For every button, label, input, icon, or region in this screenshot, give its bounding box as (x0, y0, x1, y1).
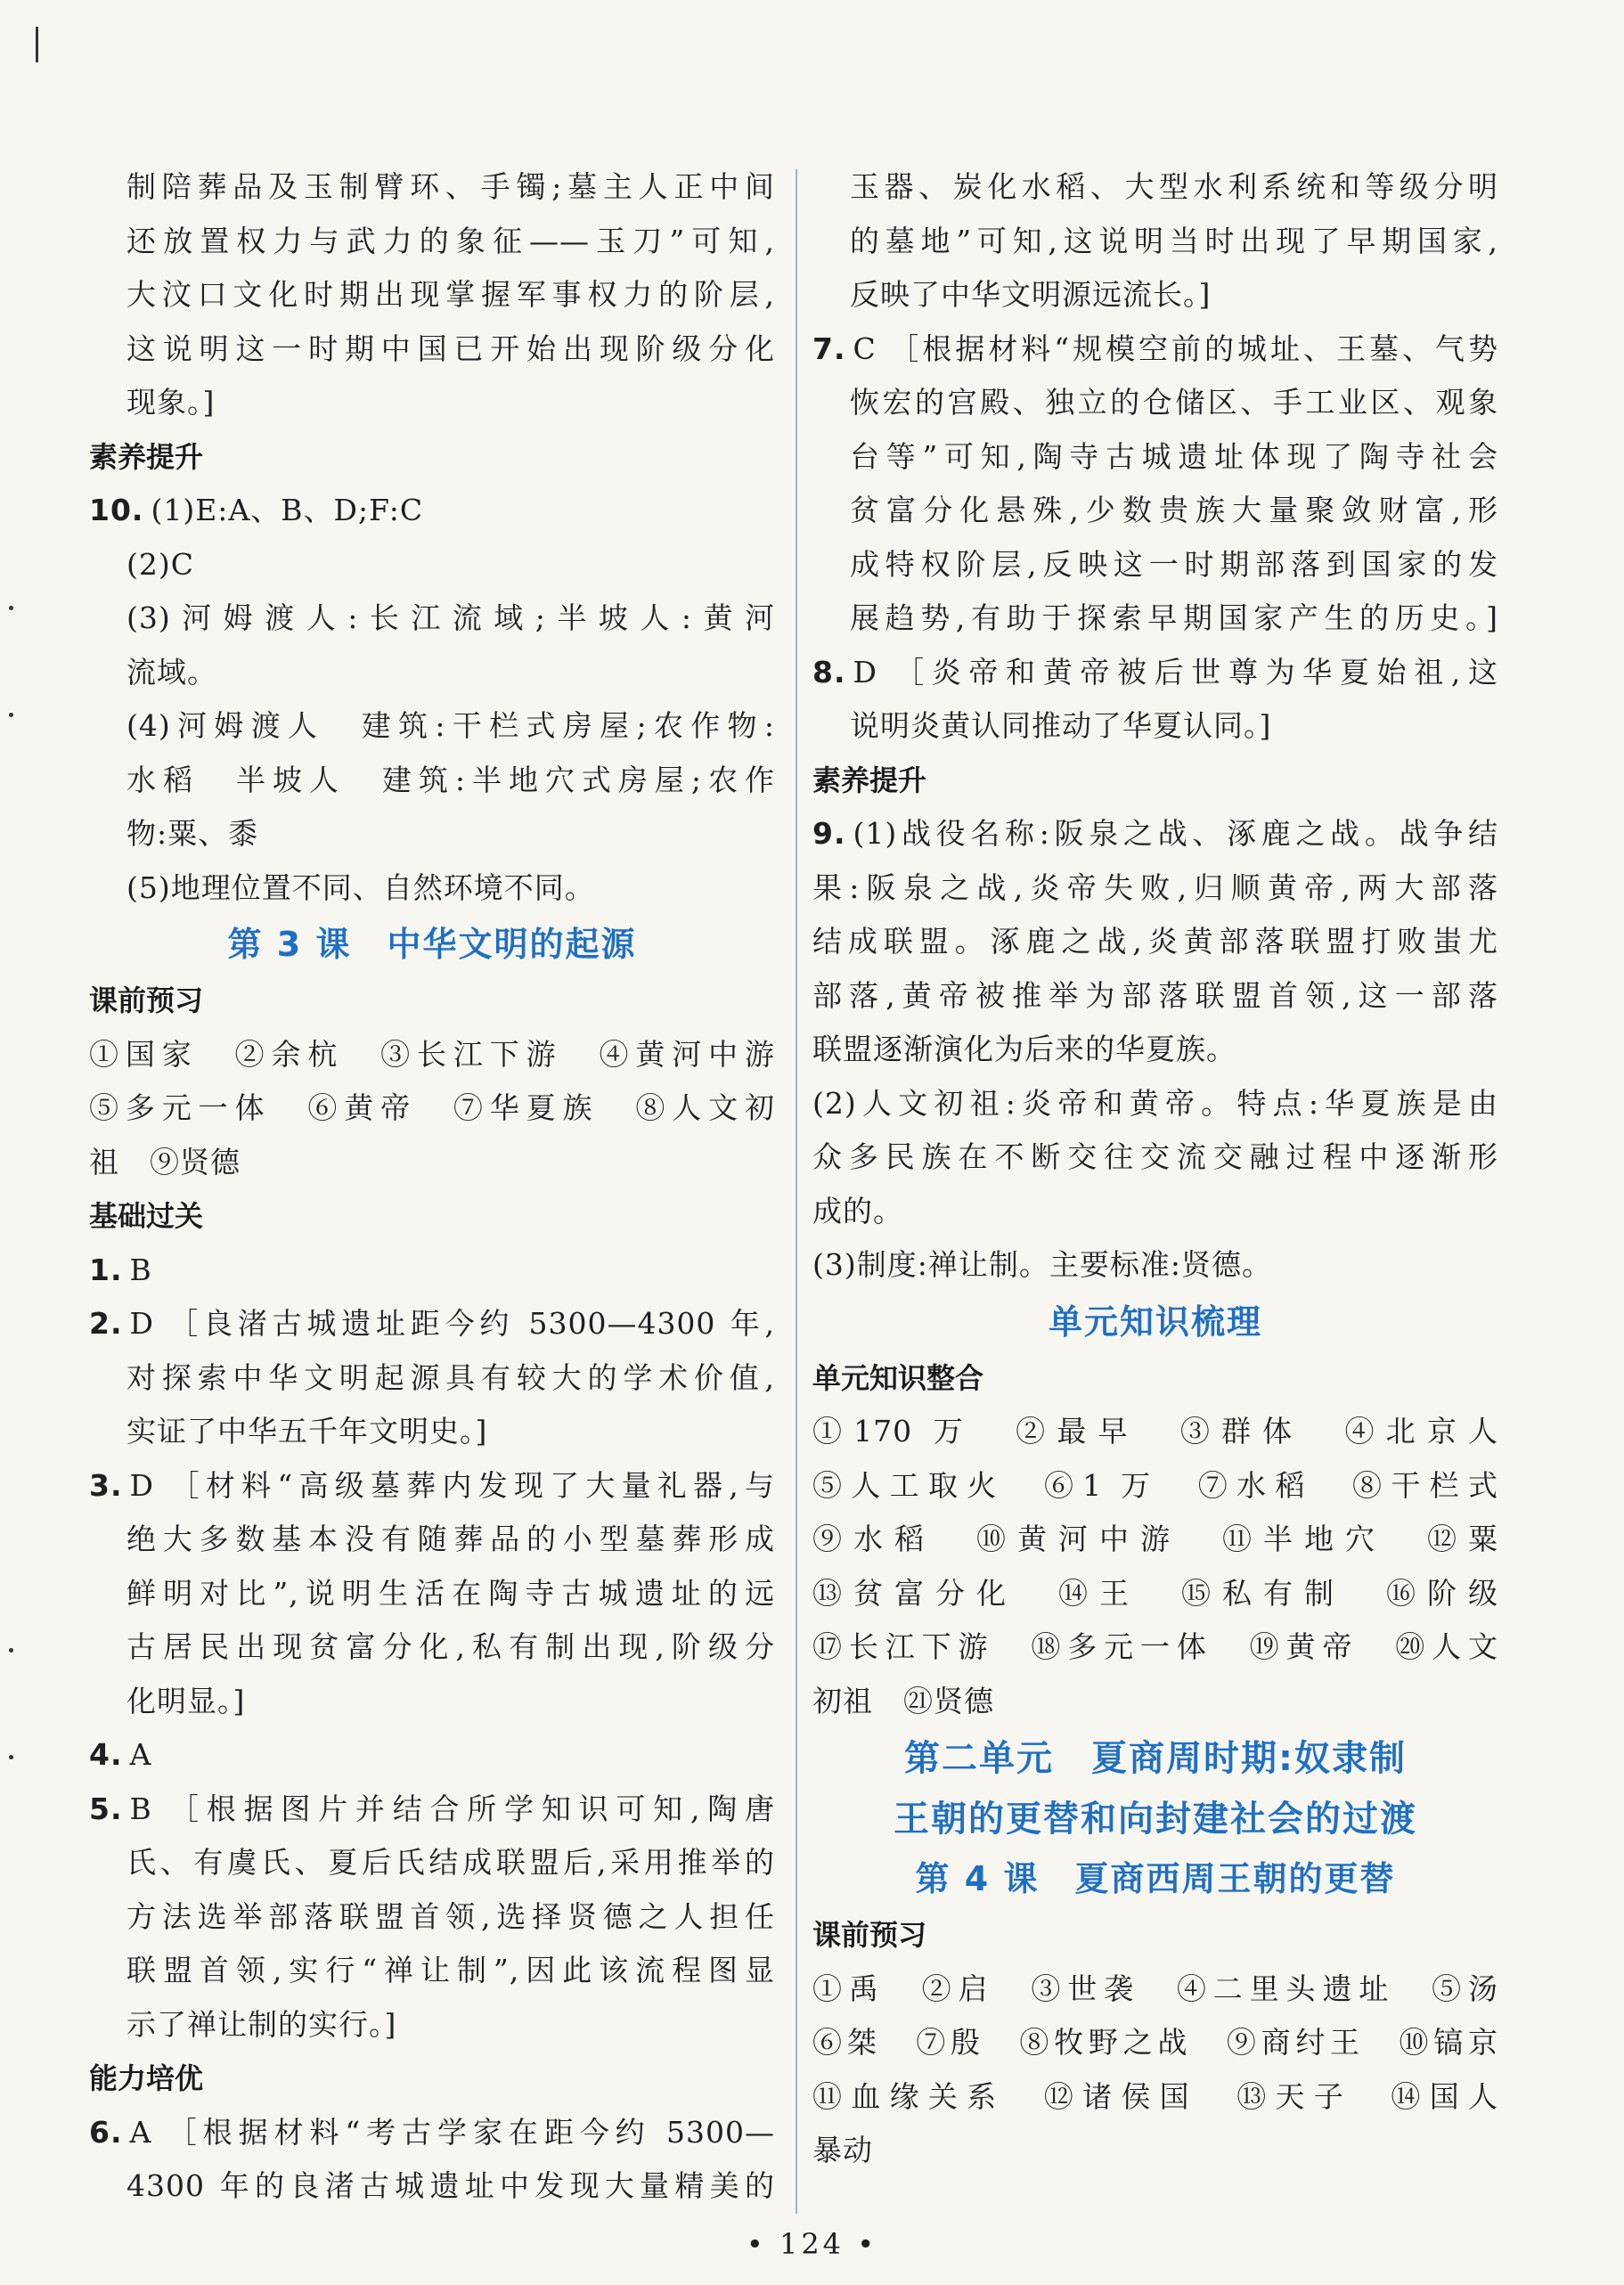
text-line: 这说明这一时期中国已开始出现阶级分化 (126, 331, 775, 366)
answer-text: C ［根据材料“规模空前的城址、王墓、气势 (853, 331, 1498, 366)
answer-text: (1)战役名称:阪泉之战、涿鹿之战。战争结 (853, 816, 1498, 851)
text-line: 贫富分化悬殊,少数贵族大量聚敛财富,形 (850, 493, 1498, 527)
column-divider (796, 169, 797, 2214)
text-line: (3)制度:禅让制。主要标准:贤德。 (812, 1247, 1272, 1282)
question-number: 10. (89, 493, 144, 527)
section-label: 能力培优 (89, 2061, 204, 2095)
answer-6 (89, 2106, 775, 2160)
text-line: ⑪血缘关系 ⑫诸侯国 ⑬天子 ⑭国人 (812, 2078, 1498, 2114)
text-line: 流域。 (126, 654, 217, 690)
section-label: 单元知识整合 (812, 1360, 984, 1395)
text-line: 方法选举部落联盟首领,选择贤德之人担任 (126, 1898, 775, 1934)
text-line: (4)河姆渡人 建筑:干栏式房屋;农作物: (126, 708, 775, 743)
text-line: 联盟逐渐演化为后来的华夏族。 (812, 1032, 1236, 1066)
answer-3 (89, 1459, 775, 1514)
text-line: 水稻 半坡人 建筑:半地穴式房屋;农作 (126, 762, 775, 797)
text-line: 果:阪泉之战,炎帝失败,归顺黄帝,两大部落 (812, 869, 1498, 905)
answer-2 (89, 1297, 775, 1351)
text-line: 反映了中华文明源远流长。] (850, 277, 1212, 312)
question-number: 4. (89, 1737, 123, 1772)
text-line: 联盟首领,实行“禅让制”,因此该流程图显 (126, 1953, 775, 1987)
answer-text: A ［根据材料“考古学家在距今约 5300— (129, 2114, 775, 2150)
question-number: 2. (89, 1306, 123, 1341)
answer-text: D ［材料“高级墓葬内发现了大量礼器,与 (129, 1467, 775, 1503)
text-line: 成特权阶层,反映这一时期部落到国家的发 (850, 546, 1498, 582)
question-number: 1. (89, 1252, 123, 1287)
text-line: ⑨水稻 ⑩黄河中游 ⑪半地穴 ⑫粟 (812, 1522, 1498, 1556)
answer-7 (812, 322, 1498, 377)
text-line: 物:粟、黍 (126, 816, 259, 851)
right-column (812, 160, 1498, 2178)
text-line: 祖 ⑨贤德 (89, 1144, 241, 1179)
section-label: 课前预习 (89, 983, 204, 1017)
text-line: 成的。 (812, 1193, 903, 1228)
answer-text: (1)E:A、B、D;F:C (151, 493, 424, 527)
text-line: ⑤人工取火 ⑥1 万 ⑦水稻 ⑧干栏式 (812, 1467, 1498, 1503)
text-line: ⑰长江下游 ⑱多元一体 ⑲黄帝 ⑳人文 (812, 1629, 1498, 1664)
text-line: 化明显。] (126, 1683, 246, 1718)
text-line: 古居民出现贫富分化,私有制出现,阶级分 (126, 1629, 775, 1664)
text-line: 对探索中华文明起源具有较大的学术价值, (126, 1359, 775, 1395)
text-line: 说明炎黄认同推动了华夏认同。] (850, 708, 1272, 743)
text-line: ①禹 ②启 ③世袭 ④二里头遗址 ⑤汤 (812, 1971, 1498, 2006)
text-line: ①国家 ②余杭 ③长江下游 ④黄河中游 (89, 1036, 775, 1072)
question-number: 5. (89, 1791, 123, 1826)
answer-text: D ［良渚古城遗址距今约 5300—4300 年, (129, 1306, 775, 1341)
text-line: 部落,黄帝被推举为部落联盟首领,这一部落 (812, 977, 1498, 1013)
lesson-title: 第 3 课 中华文明的起源 (227, 925, 637, 964)
scan-dot (9, 606, 13, 610)
scan-dot (9, 1755, 13, 1759)
answer-4 (89, 1728, 775, 1783)
answer-1 (89, 1244, 775, 1298)
section-label: 基础过关 (89, 1199, 204, 1233)
text-line: 制陪葬品及玉制臂环、手镯;墓主人正中间 (126, 169, 775, 204)
answer-text: A (129, 1737, 152, 1772)
text-line: 恢宏的宫殿、独立的仓储区、手工业区、观象 (850, 385, 1498, 420)
text-line: (3)河姆渡人:长江流域;半坡人:黄河 (126, 600, 775, 635)
answer-10 (89, 484, 775, 538)
unit-title: 王朝的更替和向封建社会的过渡 (894, 1799, 1417, 1840)
text-line: 鲜明对比”,说明生活在陶寺古城遗址的远 (126, 1575, 775, 1611)
unit-title: 第二单元 夏商周时期:奴隶制 (904, 1738, 1407, 1779)
page-footer: • 124 • (746, 2227, 878, 2261)
text-line: (5)地理位置不同、自然环境不同。 (126, 869, 595, 905)
text-line: 展趋势,有助于探索早期国家产生的历史。] (850, 600, 1498, 635)
text-line: 众多民族在不断交往交流交融过程中逐渐形 (812, 1139, 1498, 1174)
question-number: 6. (89, 2114, 123, 2150)
text-line: 还放置权力与武力的象征——玉刀”可知, (126, 223, 775, 258)
page-edge-mark (36, 27, 38, 62)
answer-9 (812, 807, 1498, 861)
answer-text: D ［炎帝和黄帝被后世尊为华夏始祖,这 (853, 654, 1498, 690)
answer-text: B ［根据图片并结合所学知识可知,陶唐 (129, 1791, 775, 1826)
answer-8 (812, 646, 1498, 700)
answer-text: B (129, 1252, 152, 1287)
text-line: 暴动 (812, 2133, 873, 2167)
text-line: ⑤多元一体 ⑥黄帝 ⑦华夏族 ⑧人文初 (89, 1090, 775, 1125)
section-label: 素养提升 (812, 763, 927, 797)
page-number: 124 (779, 2227, 845, 2261)
text-line: 大汶口文化时期出现掌握军事权力的阶层, (126, 277, 775, 312)
left-column (89, 160, 775, 2214)
question-number: 7. (812, 331, 846, 366)
text-line: 玉器、炭化水稻、大型水利系统和等级分明 (850, 169, 1498, 204)
question-number: 8. (812, 654, 846, 690)
section-label: 素养提升 (89, 439, 204, 474)
text-line: 氏、有虞氏、夏后氏结成联盟后,采用推举的 (126, 1845, 775, 1880)
text-line: 4300 年的良渚古城遗址中发现大量精美的 (126, 2168, 775, 2203)
text-line: 示了禅让制的实行。] (126, 2006, 397, 2042)
unit-review-title: 单元知识梳理 (1048, 1302, 1262, 1342)
text-line: 台等”可知,陶寺古城遗址体现了陶寺社会 (850, 438, 1498, 474)
text-line: (2)人文初祖:炎帝和黄帝。特点:华夏族是由 (812, 1085, 1498, 1121)
text-line: 绝大多数基本没有随葬品的小型墓葬形成 (126, 1522, 775, 1556)
text-line: ⑬贫富分化 ⑭王 ⑮私有制 ⑯阶级 (812, 1575, 1498, 1611)
text-line: ①170 万 ②最早 ③群体 ④北京人 (812, 1414, 1498, 1449)
scan-dot (9, 713, 13, 717)
text-line: 实证了中华五千年文明史。] (126, 1414, 488, 1449)
lesson-title: 第 4 课 夏商西周王朝的更替 (915, 1859, 1396, 1898)
answer-5 (89, 1783, 775, 1837)
scan-dot (9, 1648, 13, 1653)
text-line: 初祖 ㉑贤德 (812, 1683, 994, 1718)
question-number: 3. (89, 1467, 123, 1503)
text-line: ⑥桀 ⑦殷 ⑧牧野之战 ⑨商纣王 ⑩镐京 (812, 2025, 1498, 2060)
question-number: 9. (812, 816, 846, 851)
text-line: (2)C (126, 546, 194, 582)
text-line: 现象。] (126, 385, 216, 420)
text-line: 结成联盟。涿鹿之战,炎黄部落联盟打败蚩尤 (812, 924, 1498, 959)
section-label: 课前预习 (812, 1918, 927, 1952)
text-line: 的墓地”可知,这说明当时出现了早期国家, (850, 223, 1498, 258)
